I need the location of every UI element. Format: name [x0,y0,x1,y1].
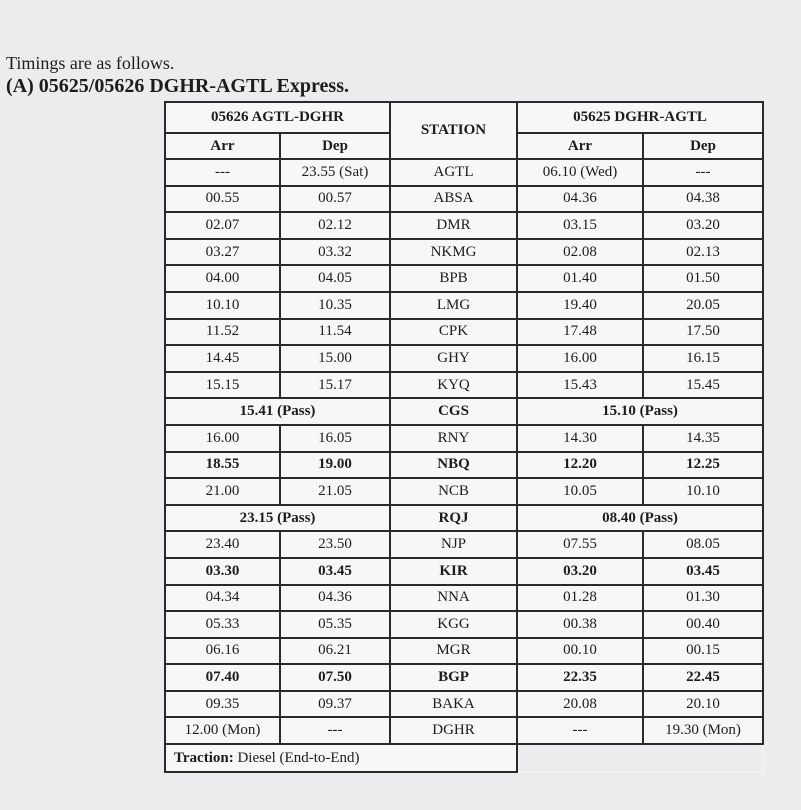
table-row [165,319,763,346]
left-arr-cell: 23.40 [165,531,280,558]
right-dep-header: Dep [643,133,763,159]
station-cell: NBQ [390,452,517,479]
left-arr-cell: 07.40 [165,664,280,691]
left-arr-cell: 16.00 [165,425,280,452]
left-arr-cell: 06.16 [165,638,280,665]
right-dep-cell: 15.45 [643,372,763,399]
traction-value: Diesel (End-to-End) [237,749,360,766]
table-row [165,398,763,425]
right-dep-cell: 12.25 [643,452,763,479]
right-dep-cell: 00.15 [643,638,763,665]
station-cell: AGTL [390,159,517,186]
station-cell: KYQ [390,372,517,399]
left-dep-cell: 04.36 [280,585,390,612]
right-dep-cell: 01.50 [643,265,763,292]
table-row [165,292,763,319]
left-arr-cell: 04.00 [165,265,280,292]
left-dep-cell: 15.17 [280,372,390,399]
table-row [165,265,763,292]
right-dep-cell: 03.45 [643,558,763,585]
right-dep-cell: 14.35 [643,425,763,452]
left-dep-cell: 23.55 (Sat) [280,159,390,186]
right-dep-cell: 20.10 [643,691,763,718]
right-dep-cell: 22.45 [643,664,763,691]
station-cell: NJP [390,531,517,558]
right-arr-cell: 10.05 [517,478,643,505]
left-arr-cell: 14.45 [165,345,280,372]
left-arr-cell: 03.27 [165,239,280,266]
right-arr-cell: 14.30 [517,425,643,452]
left-dep-cell: 04.05 [280,265,390,292]
left-dep-cell: 06.21 [280,638,390,665]
right-arr-cell: 22.35 [517,664,643,691]
left-arr-cell: 10.10 [165,292,280,319]
right-arr-cell: 12.20 [517,452,643,479]
right-arr-cell: 03.20 [517,558,643,585]
table-row [165,505,763,532]
timetable [164,101,764,773]
table-row [165,691,763,718]
right-arr-header: Arr [517,133,643,159]
station-cell: BAKA [390,691,517,718]
station-cell: KGG [390,611,517,638]
left-dep-cell: 07.50 [280,664,390,691]
right-pass-cell: 15.10 (Pass) [517,398,763,425]
right-arr-cell: 20.08 [517,691,643,718]
left-arr-cell: 09.35 [165,691,280,718]
right-arr-cell: 00.38 [517,611,643,638]
right-dep-cell: 20.05 [643,292,763,319]
left-dep-cell: --- [280,717,390,744]
table-row [165,531,763,558]
station-cell: RQJ [390,505,517,532]
left-arr-cell: 02.07 [165,212,280,239]
table-row [165,585,763,612]
right-dep-cell: 16.15 [643,345,763,372]
left-arr-cell: 21.00 [165,478,280,505]
left-arr-cell: 00.55 [165,186,280,213]
traction-note [165,744,517,772]
station-cell: NCB [390,478,517,505]
station-cell: DMR [390,212,517,239]
right-arr-cell: --- [517,717,643,744]
right-arr-cell: 19.40 [517,292,643,319]
station-cell: RNY [390,425,517,452]
right-dep-cell: 00.40 [643,611,763,638]
right-train-header: 05625 DGHR-AGTL [517,102,763,133]
right-arr-cell: 01.28 [517,585,643,612]
station-cell: LMG [390,292,517,319]
right-dep-cell: 03.20 [643,212,763,239]
traction-label: Traction: [174,749,234,766]
left-dep-cell: 09.37 [280,691,390,718]
right-arr-cell: 07.55 [517,531,643,558]
left-dep-cell: 16.05 [280,425,390,452]
table-row [165,478,763,505]
right-dep-cell: 10.10 [643,478,763,505]
right-dep-cell: 04.38 [643,186,763,213]
station-cell: ABSA [390,186,517,213]
section-heading: (A) 05625/05626 DGHR-AGTL Express. [6,75,349,97]
right-arr-cell: 02.08 [517,239,643,266]
left-arr-cell: 15.15 [165,372,280,399]
table-row [165,212,763,239]
station-cell: NKMG [390,239,517,266]
table-row [165,717,763,744]
table-row [165,345,763,372]
table-row [165,664,763,691]
left-dep-cell: 11.54 [280,319,390,346]
table-row [165,425,763,452]
table-row [165,159,763,186]
station-cell: BPB [390,265,517,292]
left-arr-cell: 05.33 [165,611,280,638]
left-dep-cell: 15.00 [280,345,390,372]
left-dep-cell: 02.12 [280,212,390,239]
left-dep-header: Dep [280,133,390,159]
left-dep-cell: 05.35 [280,611,390,638]
table-row [165,611,763,638]
left-arr-cell: --- [165,159,280,186]
right-arr-cell: 15.43 [517,372,643,399]
left-pass-cell: 23.15 (Pass) [165,505,390,532]
left-arr-cell: 04.34 [165,585,280,612]
right-dep-cell: --- [643,159,763,186]
left-train-header: 05626 AGTL-DGHR [165,102,390,133]
left-arr-cell: 03.30 [165,558,280,585]
right-dep-cell: 02.13 [643,239,763,266]
right-arr-cell: 01.40 [517,265,643,292]
left-arr-header: Arr [165,133,280,159]
station-cell: GHY [390,345,517,372]
left-dep-cell: 10.35 [280,292,390,319]
right-arr-cell: 17.48 [517,319,643,346]
left-dep-cell: 21.05 [280,478,390,505]
right-arr-cell: 06.10 (Wed) [517,159,643,186]
table-row [165,558,763,585]
station-cell: MGR [390,638,517,665]
right-arr-cell: 00.10 [517,638,643,665]
intro-text: Timings are as follows. [6,53,175,73]
table-row [165,452,763,479]
right-dep-cell: 01.30 [643,585,763,612]
table-row [165,239,763,266]
right-arr-cell: 16.00 [517,345,643,372]
station-cell: CPK [390,319,517,346]
footer-spacer [517,744,763,772]
station-header: STATION [390,102,517,159]
left-arr-cell: 11.52 [165,319,280,346]
left-dep-cell: 03.32 [280,239,390,266]
left-arr-cell: 12.00 (Mon) [165,717,280,744]
right-dep-cell: 08.05 [643,531,763,558]
station-cell: KIR [390,558,517,585]
table-row [165,186,763,213]
right-dep-cell: 17.50 [643,319,763,346]
right-pass-cell: 08.40 (Pass) [517,505,763,532]
station-cell: DGHR [390,717,517,744]
left-dep-cell: 00.57 [280,186,390,213]
station-cell: CGS [390,398,517,425]
right-arr-cell: 04.36 [517,186,643,213]
left-dep-cell: 19.00 [280,452,390,479]
station-cell: NNA [390,585,517,612]
right-dep-cell: 19.30 (Mon) [643,717,763,744]
right-arr-cell: 03.15 [517,212,643,239]
timetable-rows [165,159,763,744]
left-arr-cell: 18.55 [165,452,280,479]
table-row [165,638,763,665]
left-dep-cell: 03.45 [280,558,390,585]
station-cell: BGP [390,664,517,691]
table-row [165,372,763,399]
left-pass-cell: 15.41 (Pass) [165,398,390,425]
left-dep-cell: 23.50 [280,531,390,558]
